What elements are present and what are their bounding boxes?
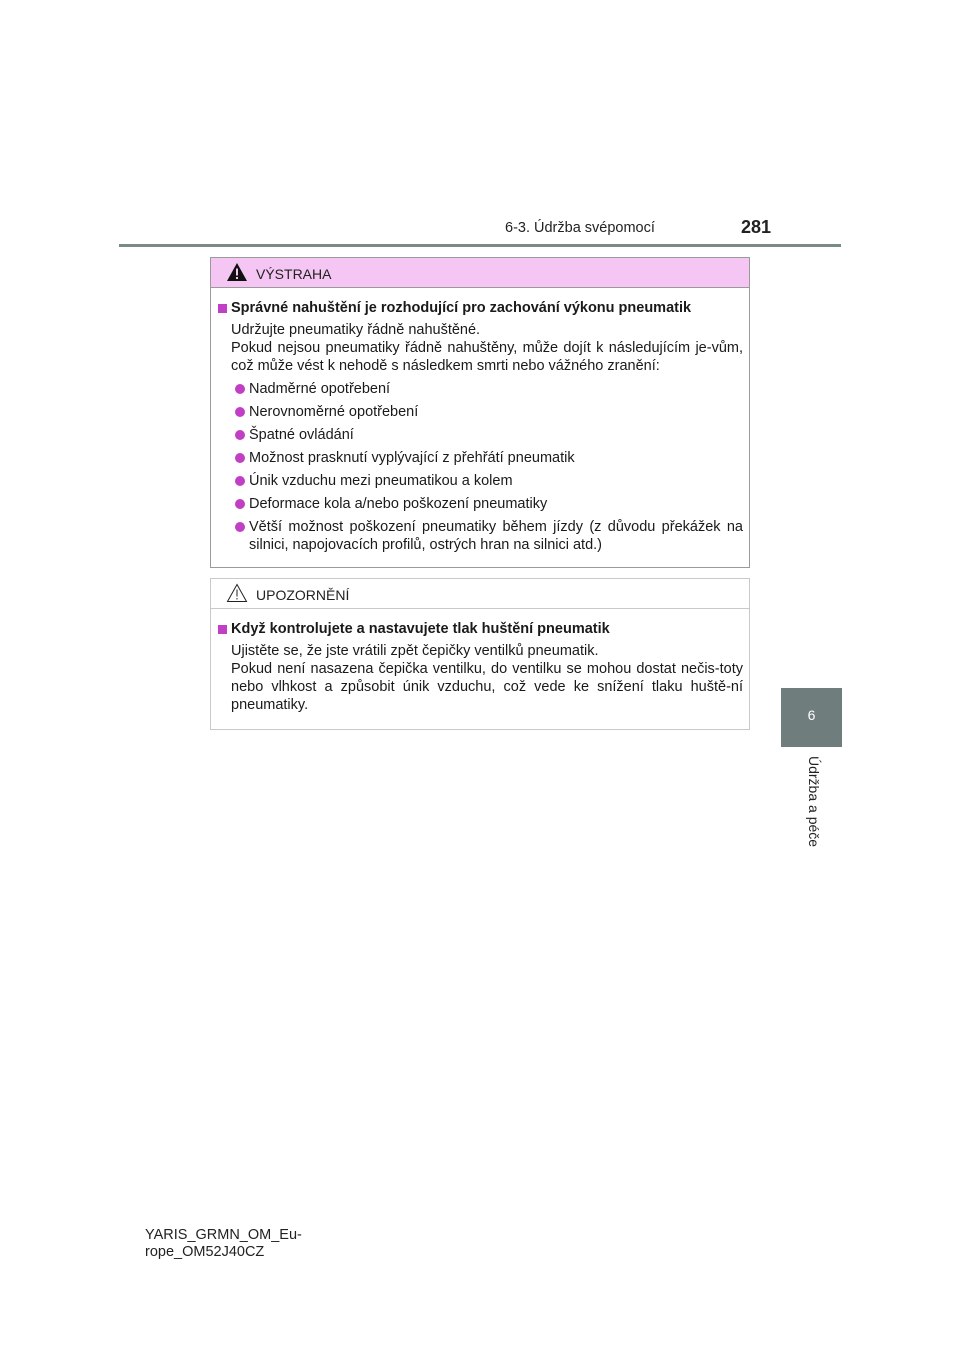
document-code <box>145 1227 302 1261</box>
round-bullet-icon <box>235 522 245 532</box>
caution-section-heading <box>218 620 743 638</box>
round-bullet-icon <box>235 499 245 509</box>
caution-heading-text: Když kontrolujete a nastavujete tlak huštění pneumatik <box>231 621 610 637</box>
list-item-text: Nerovnoměrné opotřebení <box>249 404 419 420</box>
list-item-text: Špatné ovládání <box>249 427 354 443</box>
round-bullet-icon <box>235 430 245 440</box>
caution-box <box>210 578 750 730</box>
list-item <box>218 380 743 398</box>
list-item-text: Možnost prasknutí vyplývající z přehřátí pneumatik <box>249 450 575 466</box>
round-bullet-icon <box>235 476 245 486</box>
caution-triangle-outline-icon <box>226 583 248 603</box>
warning-heading-text: Správné nahuštění je rozhodující pro zachování výkonu pneumatik <box>231 300 692 316</box>
header-divider <box>119 244 841 247</box>
list-item-text: Deformace kola a/nebo poškození pneumatiky <box>249 496 548 512</box>
chapter-title: Údržba a péče <box>806 756 822 848</box>
list-item-text: Větší možnost poškození pneumatiky během jízdy (z důvodu překážek na silnici, napojovacích profilů, ostrých hran na silnici atd.) <box>249 519 743 553</box>
caution-paragraph-1: Ujistěte se, že jste vrátili zpět čepičky ventilků pneumatik. <box>231 643 599 659</box>
list-item <box>218 472 743 490</box>
chapter-number: 6 <box>807 707 816 723</box>
document-code-line-2: rope_OM52J40CZ <box>145 1244 265 1260</box>
caution-box-title: UPOZORNĚNÍ <box>256 587 350 603</box>
warning-box-title: VÝSTRAHA <box>256 266 332 282</box>
list-item <box>218 449 743 467</box>
document-code-line-1: YARIS_GRMN_OM_Eu- <box>145 1227 302 1243</box>
list-item <box>218 495 743 513</box>
warning-list <box>218 380 743 554</box>
round-bullet-icon <box>235 453 245 463</box>
warning-paragraph-1: Udržujte pneumatiky řádně nahuštěné. <box>231 322 481 338</box>
square-bullet-icon <box>218 625 227 634</box>
warning-box <box>210 257 750 568</box>
header-section-title: 6-3. Údržba svépomocí <box>505 220 655 236</box>
list-item <box>218 426 743 444</box>
list-item-text: Nadměrné opotřebení <box>249 381 391 397</box>
warning-section-heading <box>218 299 743 317</box>
warning-box-header <box>211 258 749 288</box>
list-item <box>218 518 743 554</box>
warning-paragraph-2: Pokud nejsou pneumatiky řádně nahuštěny, může dojít k následujícím je-vům, což může vést k nehodě s následkem smrti nebo vážného zranění: <box>231 340 743 374</box>
square-bullet-icon <box>218 304 227 313</box>
warning-triangle-filled-icon <box>226 262 248 282</box>
round-bullet-icon <box>235 384 245 394</box>
caution-paragraph-2: Pokud není nasazena čepička ventilku, do ventilku se mohou dostat nečis-toty nebo vlhkost a způsobit únik vzduchu, což vede ke snížení tlaku huště-ní pneumatiky. <box>231 661 743 713</box>
page-number: 281 <box>741 217 772 237</box>
round-bullet-icon <box>235 407 245 417</box>
list-item <box>218 403 743 421</box>
chapter-tab <box>781 688 842 747</box>
caution-box-header <box>211 579 749 609</box>
list-item-text: Únik vzduchu mezi pneumatikou a kolem <box>249 473 513 489</box>
